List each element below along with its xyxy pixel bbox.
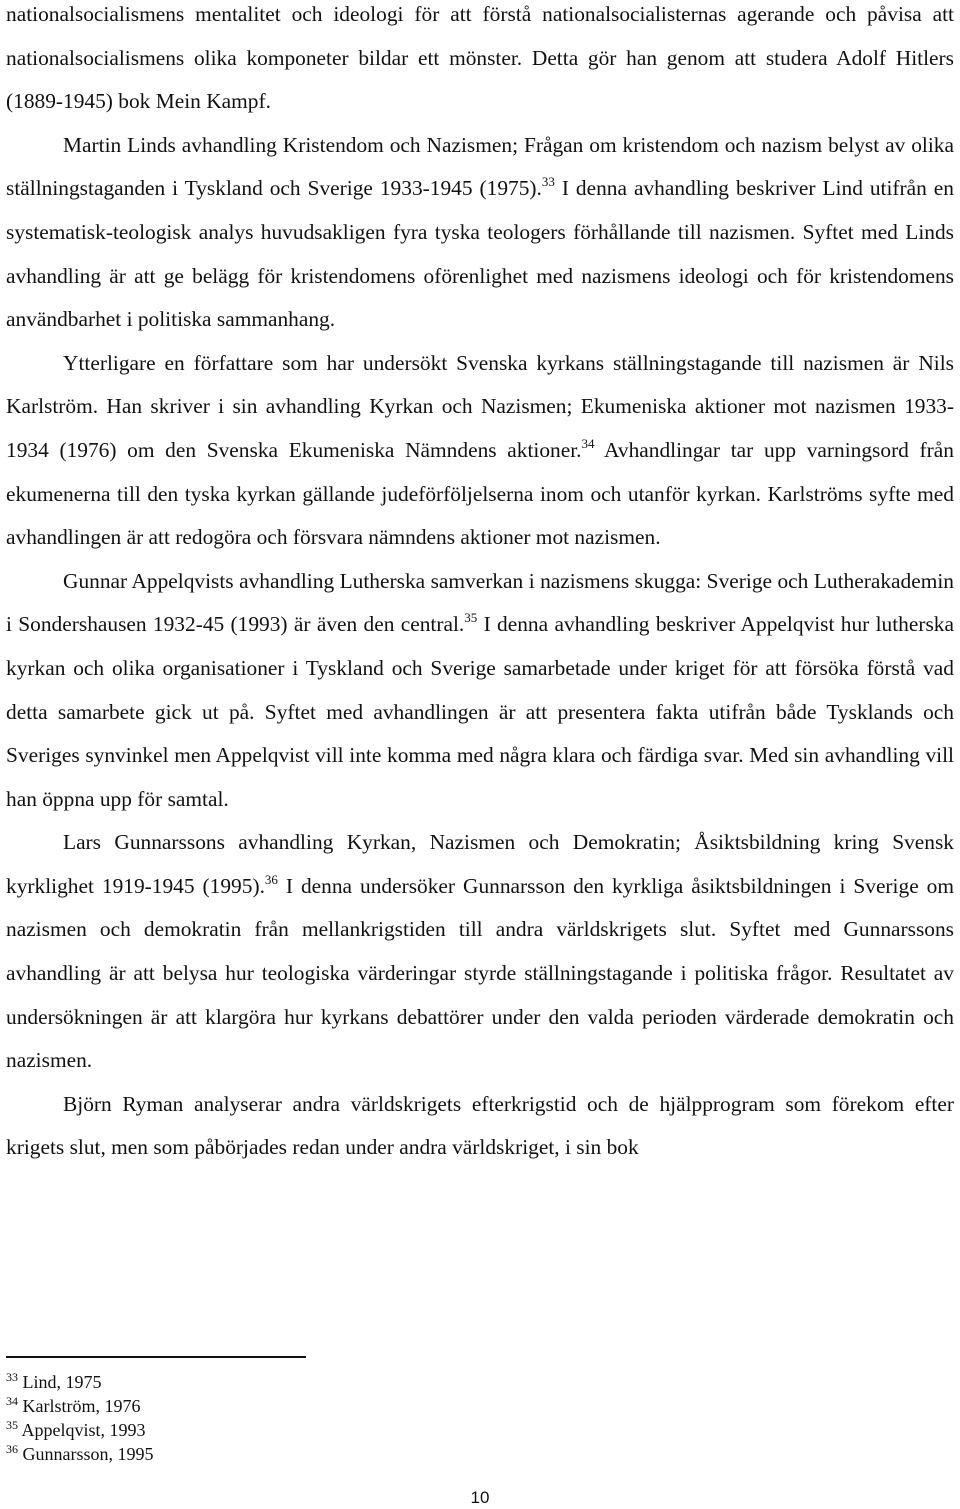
footnote-text: Lind, 1975 <box>22 1372 102 1392</box>
footnote-35 <box>6 1418 406 1442</box>
paragraph-gunnarsson-part2: I denna undersöker Gunnarsson den kyrkliga åsiktsbildningen i Sverige om nazismen och demokratin från mellankrigstiden till andra världskrigets slut. Syftet med Gunnarssons avhandling är att belysa hur teologiska värderingar styrde ställningstagande i politiska frågor. Resultatet av undersökningen är att klargöra hur kyrkans debattörer under den valda perioden värderade demokratin och nazismen. <box>6 873 954 1073</box>
paragraph-karlstrom <box>6 342 954 560</box>
footnote-number: 33 <box>6 1370 18 1384</box>
footnote-number: 34 <box>6 1394 18 1408</box>
paragraph-karlstrom-part2: Avhandlingar tar upp varningsord från ekumenerna till den tyska kyrkan gällande judeförföljelserna inom och utanför kyrkan. Karlströms syfte med avhandlingen är att redogöra och försvara nämndens aktioner mot nazismen. <box>6 437 954 550</box>
paragraph-appelqvist-part1: Gunnar Appelqvists avhandling Lutherska samverkan i nazismens skugga: Sverige och Lutherakademin i Sondershausen 1932-45 (1993) är även den central. <box>6 568 954 637</box>
paragraph-lind-part2: I denna avhandling beskriver Lind utifrån en systematisk-teologisk analys huvudsakligen fyra tyska teologers förhållande till nazismen. Syftet med Linds avhandling är att ge belägg för kristendomens oförenlighet med nazismens ideologi och för kristendomens användbarhet i politiska sammanhang. <box>6 176 954 332</box>
paragraph-gunnarsson-part1: Lars Gunnarssons avhandling Kyrkan, Nazismen och Demokratin; Åsiktsbildning kring Svensk kyrklighet 1919-1945 (1995). <box>6 830 954 898</box>
paragraph-lind-part1: Martin Linds avhandling Kristendom och Nazismen; Frågan om kristendom och nazism belyst av olika ställningstaganden i Tyskland och Sverige 1933-1945 (1975). <box>6 132 954 201</box>
body-text <box>6 0 954 1170</box>
page-number: 10 <box>470 1488 490 1507</box>
footnote-number: 36 <box>6 1442 18 1456</box>
footnote-number: 35 <box>6 1418 18 1432</box>
footnote-ref-34[interactable]: 34 <box>581 435 595 451</box>
paragraph-appelqvist <box>6 560 954 822</box>
footnote-ref-35[interactable]: 35 <box>464 610 478 626</box>
footnote-36 <box>6 1442 406 1466</box>
footnote-ref-33[interactable]: 33 <box>541 174 555 190</box>
footnote-ref-36[interactable]: 36 <box>264 871 278 887</box>
paragraph-ryman: Björn Ryman analyserar andra världskrigets efterkrigstid och de hjälpprogram som förekom efter krigets slut, men som påbörjades redan under andra världskriget, i sin bok <box>6 1091 954 1160</box>
paragraph-gunnarsson <box>6 821 954 1083</box>
paragraph-appelqvist-part2: I denna avhandling beskriver Appelqvist hur lutherska kyrkan och olika organisationer i Tyskland och Sverige samarbetade under kriget för att försöka förstå vad detta samarbete gick ut på. Syftet med avhandlingen är att presentera fakta utifrån både Tysklands och Sveriges synvinkel men Appelqvist vill inte komma med några klara och färdiga svar. Med sin avhandling vill han öppna upp för samtal. <box>6 612 954 811</box>
footnote-separator <box>6 1356 306 1358</box>
footnote-34 <box>6 1394 406 1418</box>
footnotes <box>6 1370 406 1466</box>
footnote-text: Karlström, 1976 <box>22 1396 141 1416</box>
paragraph-lind <box>6 124 954 342</box>
footnote-text: Gunnarsson, 1995 <box>22 1444 154 1464</box>
paragraph-hitler-study: nationalsocialismens mentalitet och ideologi för att förstå nationalsocialisternas agerande och påvisa att nationalsocialismens olika komponeter bildar ett mönster. Detta gör han genom att studera Adolf Hitlers (1889-1945) bok Mein Kampf. <box>6 2 954 114</box>
footnote-text: Appelqvist, 1993 <box>21 1420 146 1440</box>
paragraph-karlstrom-part1: Ytterligare en författare som har undersökt Svenska kyrkans ställningstagande till nazismen är Nils Karlström. Han skriver i sin avhandling Kyrkan och Nazismen; Ekumeniska aktioner mot nazismen 1933-1934 (1976) om den Svenska Ekumeniska Nämndens aktioner. <box>6 350 954 462</box>
footnote-33 <box>6 1370 406 1394</box>
